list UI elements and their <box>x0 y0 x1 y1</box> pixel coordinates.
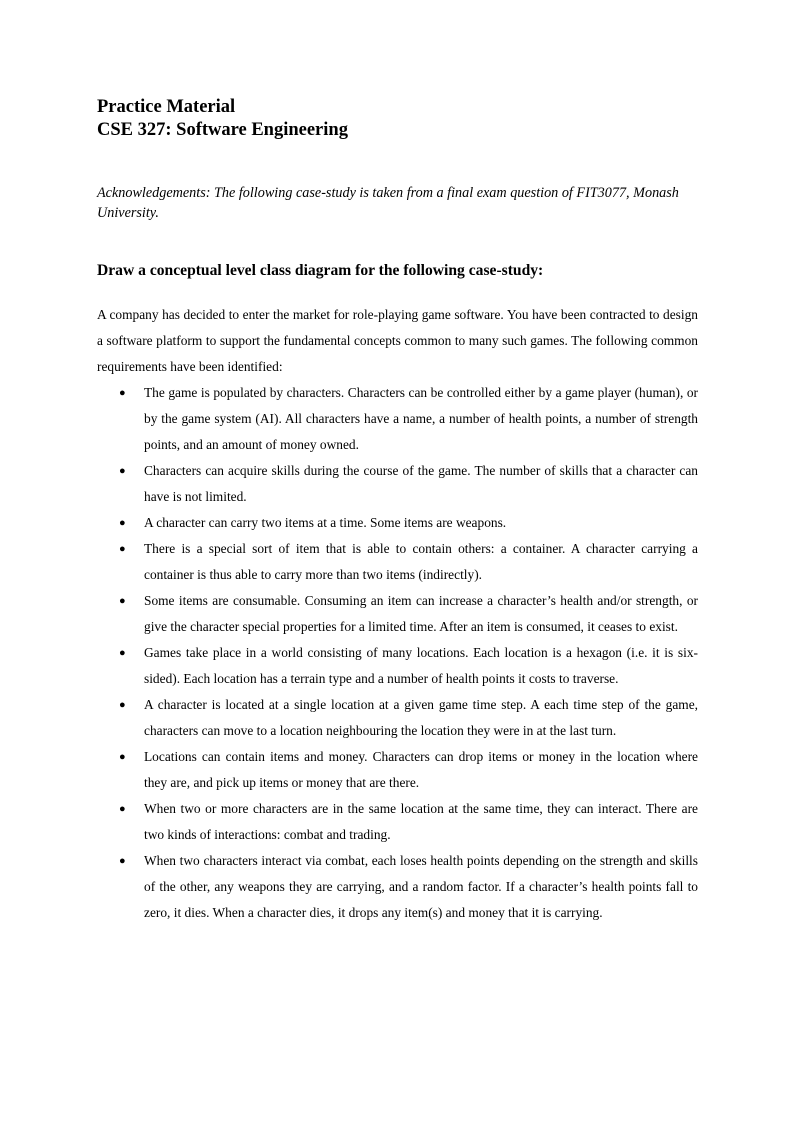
requirement-text: When two characters interact via combat, each loses health points depending on the strength and skills of the other, any weapons they are carrying, and a random factor. If a character’s health points fall to zero, it dies. When a character dies, it drops any item(s) and money that it is carrying. <box>144 853 698 920</box>
bullet-icon: ● <box>119 751 126 763</box>
requirement-text: The game is populated by characters. Characters can be controlled either by a game player (human), or by the game system (AI). All characters have a name, a number of health points, a number of strength points, and an amount of money owned. <box>144 385 698 452</box>
requirement-text: Locations can contain items and money. Characters can drop items or money in the location where they are, and pick up items or money that are there. <box>144 749 698 790</box>
bullet-icon: ● <box>119 465 126 477</box>
task-heading: Draw a conceptual level class diagram for the following case-study: <box>97 262 544 279</box>
requirement-item <box>97 848 698 926</box>
bullet-icon: ● <box>119 595 126 607</box>
requirement-text: There is a special sort of item that is able to contain others: a container. A character carrying a container is thus able to carry more than two items (indirectly). <box>144 541 698 582</box>
bullet-icon: ● <box>119 543 126 555</box>
requirement-text: When two or more characters are in the same location at the same time, they can interact. There are two kinds of interactions: combat and trading. <box>144 801 698 842</box>
bullet-icon: ● <box>119 699 126 711</box>
bullet-icon: ● <box>119 855 126 867</box>
requirement-item <box>97 796 698 848</box>
requirement-text: Some items are consumable. Consuming an item can increase a character’s health and/or strength, or give the character special properties for a limited time. After an item is consumed, it ceases to exist. <box>144 593 698 634</box>
requirement-text: A character can carry two items at a time. Some items are weapons. <box>144 515 507 530</box>
document-content <box>97 96 698 926</box>
requirement-item <box>97 458 698 510</box>
requirement-item <box>97 588 698 640</box>
requirements-list <box>97 380 698 926</box>
title-line-practice-material: Practice Material <box>97 97 236 117</box>
title-line-course: CSE 327: Software Engineering <box>97 120 348 140</box>
requirement-item <box>97 744 698 796</box>
document-title <box>97 96 698 142</box>
requirement-item <box>97 536 698 588</box>
acknowledgement-text: Acknowledgements: The following case-study is taken from a final exam question of FIT3077, Monash University. <box>97 185 679 221</box>
requirement-text: Characters can acquire skills during the course of the game. The number of skills that a character can have is not limited. <box>144 463 698 504</box>
requirement-item <box>97 380 698 458</box>
requirement-item <box>97 510 698 536</box>
bullet-icon: ● <box>119 803 126 815</box>
bullet-icon: ● <box>119 517 126 529</box>
bullet-icon: ● <box>119 647 126 659</box>
requirement-item <box>97 692 698 744</box>
requirement-text: A character is located at a single location at a given game time step. A each time step of the game, characters can move to a location neighbouring the location they were in at the last turn. <box>144 697 698 738</box>
requirement-text: Games take place in a world consisting of many locations. Each location is a hexagon (i.e. it is six-sided). Each location has a terrain type and a number of health points it costs to traverse. <box>144 645 698 686</box>
case-study-intro: A company has decided to enter the market for role-playing game software. You have been contracted to design a software platform to support the fundamental concepts common to many such games. The following common requirements have been identified: <box>97 307 698 374</box>
requirement-item <box>97 640 698 692</box>
bullet-icon: ● <box>119 387 126 399</box>
